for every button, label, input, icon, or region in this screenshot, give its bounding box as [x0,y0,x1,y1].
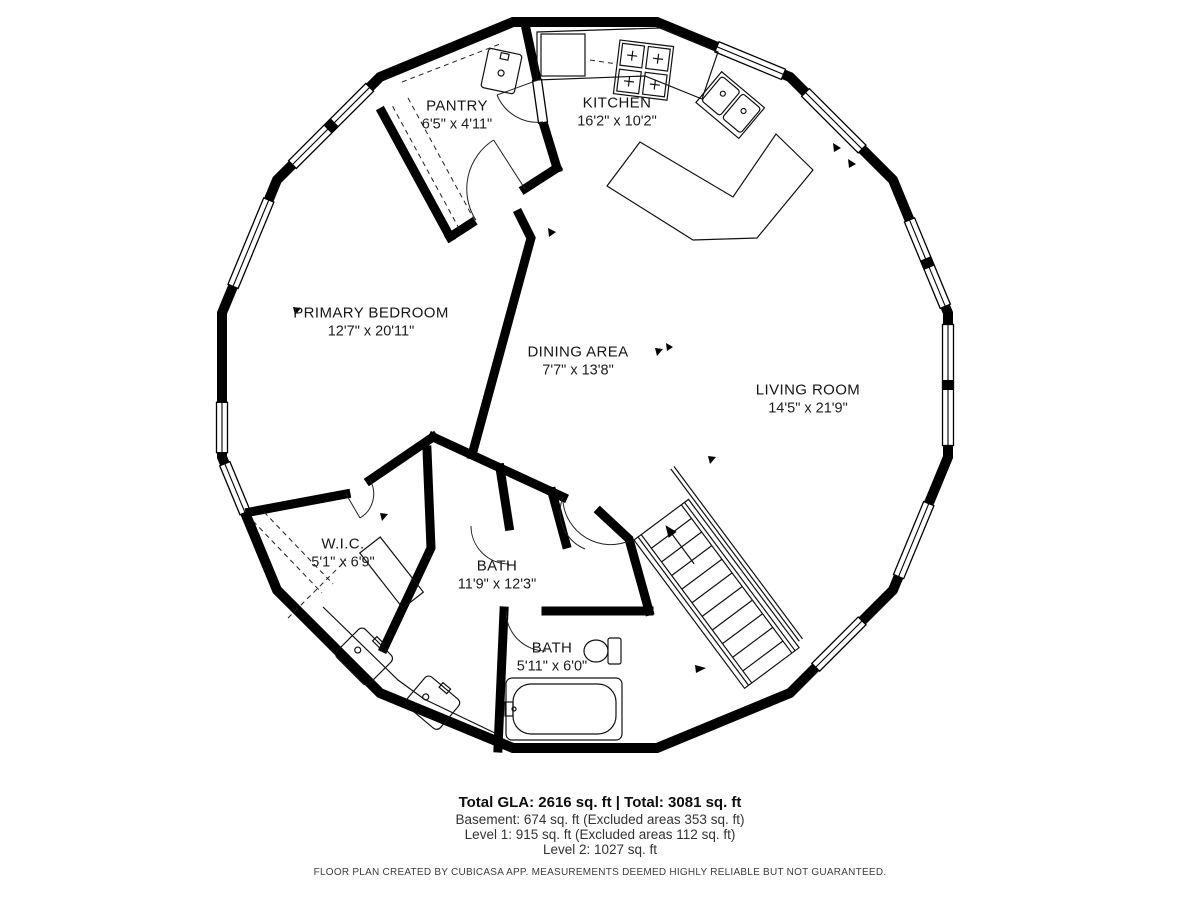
room-name: BATH [531,639,573,657]
total-gla-line: Total GLA: 2616 sq. ft | Total: 3081 sq. ft [458,794,742,811]
room-dims: 5'1" x 6'9" [311,554,375,571]
room-name: DINING AREA [527,343,629,361]
room-label-wic [311,535,374,572]
room-dims: 5'11" x 6'0" [516,658,588,675]
room-name: LIVING ROOM [755,381,861,399]
room-label-living-room [756,381,860,418]
room-dims: 16'2" x 10'2" [577,113,657,130]
room-dims: 14'5" x 21'9" [768,400,848,417]
room-label-bath-small [517,639,587,676]
disclaimer-text: FLOOR PLAN CREATED BY CUBICASA APP. MEASUREMENTS DEEMED HIGHLY RELIABLE BUT NOT GUARANTEED. [313,867,887,878]
basement-line: Basement: 674 sq. ft (Excluded areas 353 sq. ft) [455,812,745,827]
room-label-kitchen [577,94,657,131]
room-label-pantry [422,97,492,134]
room-name: W.I.C. [321,535,365,553]
area-summary [0,794,1200,857]
window-mullion [942,380,954,390]
room-label-dining-area [527,343,628,380]
room-name: BATH [476,557,518,575]
room-dims: 7'7" x 13'8" [542,362,614,379]
room-name: PANTRY [426,97,488,115]
room-label-primary-bedroom [293,304,448,341]
room-dims: 6'5" x 4'11" [421,116,493,133]
room-label-bath-main [458,557,536,594]
window [217,402,228,452]
room-name: KITCHEN [582,94,652,112]
room-name: PRIMARY BEDROOM [293,304,449,322]
room-dims: 11'9" x 12'3" [457,576,537,593]
room-dims: 12'7" x 20'11" [327,323,415,340]
level2-line: Level 2: 1027 sq. ft [542,842,658,857]
level1-line: Level 1: 915 sq. ft (Excluded areas 112 sq. ft) [464,827,736,842]
